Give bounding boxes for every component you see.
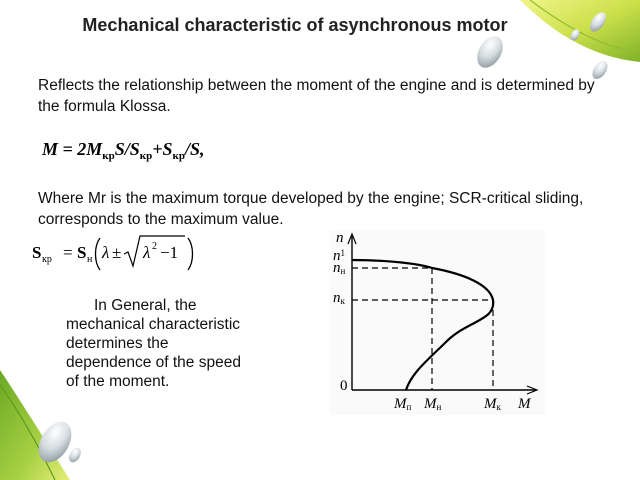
tick-main: M — [394, 396, 407, 412]
formula-sub: кр — [172, 150, 185, 162]
formula-part: +S — [152, 139, 173, 159]
formula-part: S/S — [114, 139, 140, 159]
y-axis-label: n — [336, 230, 344, 246]
formula-plus-minus: ± — [112, 243, 122, 262]
origin-label: 0 — [340, 378, 348, 394]
tick-sub: 1 — [340, 248, 345, 258]
drop-top-4 — [472, 32, 508, 72]
tick-sub: п — [406, 402, 412, 412]
formula-sub: кр — [139, 150, 153, 162]
formula-sub: кр — [102, 150, 115, 162]
formula-part: /S, — [185, 139, 205, 159]
x-axis-label: M — [518, 396, 531, 412]
formula-minus-one: −1 — [160, 243, 179, 262]
formula-s-kr-sub: кр — [42, 254, 52, 265]
formula-lambda-sq: λ — [143, 243, 151, 262]
drop-bottom-2 — [67, 446, 84, 465]
leaf-top-right — [520, 0, 640, 62]
tick-main: n — [333, 248, 341, 264]
formula-part: M = 2M — [42, 139, 103, 159]
mechanical-characteristic-diagram — [330, 230, 545, 415]
definition-paragraph: Where Mr is the maximum torque developed by the engine; SCR-critical sliding, corresponds to the maximum value. — [38, 190, 584, 228]
formula-lambda: λ — [102, 243, 110, 262]
formula-square: 2 — [152, 241, 157, 252]
formula-s-kr: S — [32, 243, 42, 262]
tick-main: n — [333, 260, 341, 276]
intro-paragraph: Reflects the relationship between the moment of the engine and is determined by the formula Klossa. — [38, 77, 595, 115]
general-note: In General, the mechanical characteristic determines the dependence of the speed of the moment. — [66, 297, 241, 390]
tick-main: n — [333, 290, 341, 306]
kloss-formula — [42, 139, 205, 162]
tick-main: M — [484, 396, 497, 412]
tick-sub: н — [340, 266, 346, 276]
formula-equals: = — [63, 243, 73, 262]
critical-slip-formula — [30, 232, 200, 272]
tick-main: M — [424, 396, 437, 412]
formula-s-n: S — [77, 243, 87, 262]
formula-s-n-sub: н — [87, 254, 93, 265]
tick-sub: к — [496, 402, 501, 412]
tick-sub: к — [340, 296, 345, 306]
slide-title: Mechanical characteristic of asynchronous motor — [82, 15, 508, 35]
tick-sub: н — [436, 402, 442, 412]
